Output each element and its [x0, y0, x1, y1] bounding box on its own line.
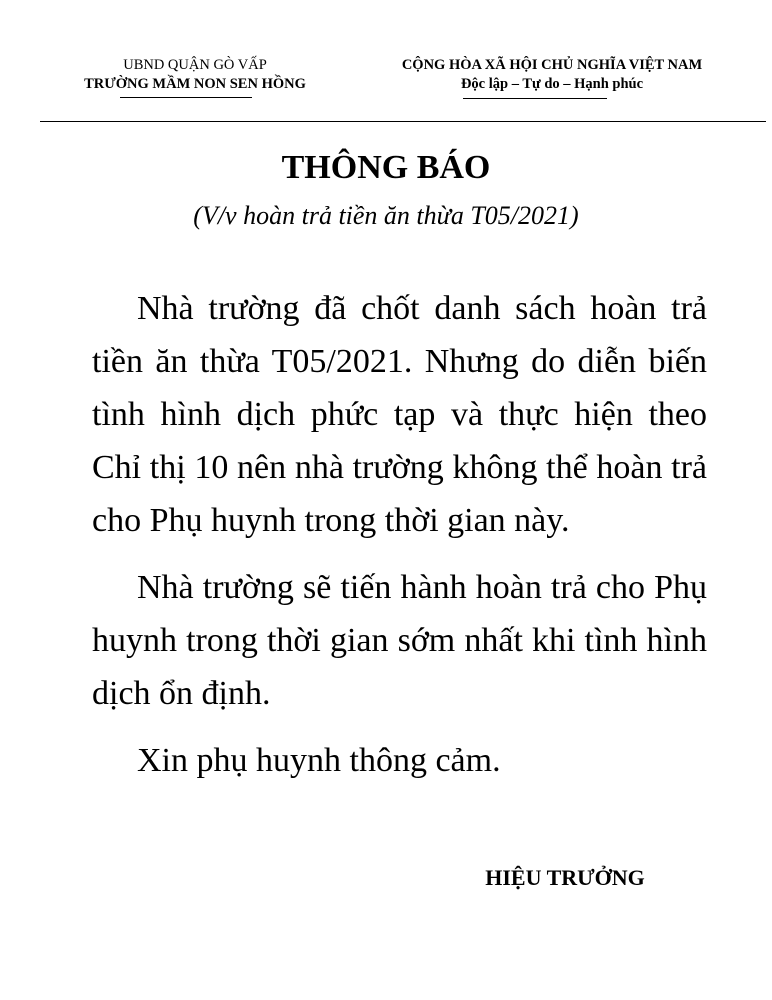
national-motto: Độc lập – Tự do – Hạnh phúc	[460, 76, 644, 92]
body-paragraph: Xin phụ huynh thông cảm.	[137, 742, 501, 779]
body-paragraph: Nhà trường sẽ tiến hành hoàn trả cho Phụ huynh trong thời gian sớm nhất khi tình hình dịch ổn định.	[92, 569, 707, 712]
signature-title: HIỆU TRƯỞNG	[485, 865, 645, 890]
document-title: THÔNG BÁO	[281, 149, 491, 186]
national-name: CỘNG HÒA XÃ HỘI CHỦ NGHĨA VIỆT NAM	[401, 57, 703, 73]
document-body	[92, 282, 707, 787]
issuer-school: TRƯỜNG MẦM NON SEN HỒNG	[84, 76, 306, 92]
body-paragraph: Nhà trường đã chốt danh sách hoàn trả tiền ăn thừa T05/2021. Nhưng do diễn biến tình hình dịch phức tạp và thực hiện theo Chỉ thị 10 nên nhà trường không thể hoàn trả cho Phụ huynh trong thời gian này.	[92, 290, 707, 539]
issuer-authority: UBND QUẬN GÒ VẤP	[123, 57, 267, 73]
document-subject: (V/v hoàn trả tiền ăn thừa T05/2021)	[193, 201, 579, 230]
motto-underline	[463, 98, 607, 99]
national-heading-block	[352, 56, 752, 94]
header-divider	[40, 121, 766, 122]
issuer-underline	[120, 97, 252, 98]
issuer-block	[40, 56, 350, 94]
